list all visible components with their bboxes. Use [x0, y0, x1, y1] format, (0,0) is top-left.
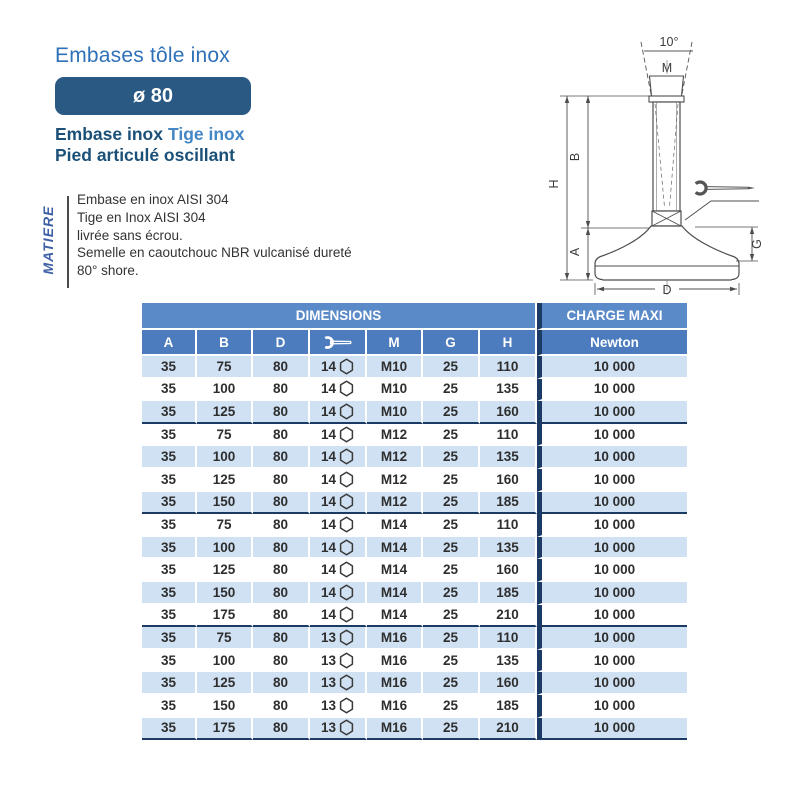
threaded-rod — [653, 102, 680, 211]
matiere-vertical-label: MATIERE — [40, 205, 56, 275]
table-cell: 10 000 — [537, 650, 687, 673]
table-row — [142, 582, 687, 605]
table-cell: 25 — [423, 401, 480, 424]
table-cell: 210 — [480, 718, 537, 741]
dim-label-d: D — [662, 283, 672, 297]
col-header-m: M — [367, 330, 423, 356]
cell-wrench-size: 13 — [310, 672, 367, 695]
table-cell: 80 — [253, 559, 310, 582]
table-cell: 80 — [253, 672, 310, 695]
table-cell: 10 000 — [537, 492, 687, 515]
table-cell: 35 — [142, 401, 197, 424]
oscillation-line-left — [641, 42, 651, 94]
table-cell: 80 — [253, 537, 310, 560]
dim-label-b: B — [568, 152, 582, 162]
table-row — [142, 672, 687, 695]
cell-wrench-size: 14 — [310, 424, 367, 447]
table-cell: M14 — [367, 605, 423, 628]
table-cell: 35 — [142, 582, 197, 605]
material-line: Tige en Inox AISI 304 — [77, 209, 206, 225]
table-row — [142, 492, 687, 515]
table-cell: 35 — [142, 718, 197, 741]
table-cell: 35 — [142, 537, 197, 560]
table-cell: 80 — [253, 401, 310, 424]
table-col-headers — [142, 330, 687, 356]
cell-wrench-size: 14 — [310, 605, 367, 628]
col-header-a: A — [142, 330, 197, 356]
material-description — [77, 191, 477, 280]
table-cell: 10 000 — [537, 559, 687, 582]
dim-label-a: A — [568, 247, 582, 257]
table-cell: 100 — [197, 379, 253, 402]
col-header-newton: Newton — [537, 330, 687, 356]
cell-wrench-size: 14 — [310, 446, 367, 469]
table-cell: 10 000 — [537, 469, 687, 492]
table-row — [142, 695, 687, 718]
table-cell: 110 — [480, 627, 537, 650]
table-cell: 80 — [253, 469, 310, 492]
table-cell: 160 — [480, 469, 537, 492]
table-cell: M14 — [367, 582, 423, 605]
table-row — [142, 401, 687, 424]
table-cell: 80 — [253, 718, 310, 741]
table-row — [142, 559, 687, 582]
table-cell: 80 — [253, 514, 310, 537]
table-cell: M16 — [367, 650, 423, 673]
cell-wrench-size: 14 — [310, 537, 367, 560]
table-body — [142, 356, 687, 740]
angle-label: 10° — [659, 35, 679, 49]
dim-label-h: H — [547, 179, 561, 189]
table-cell: 10 000 — [537, 446, 687, 469]
table-cell: 150 — [197, 492, 253, 515]
table-cell: 135 — [480, 650, 537, 673]
table-cell: M16 — [367, 695, 423, 718]
subtitle-accent: Tige inox — [167, 124, 245, 144]
table-cell: 75 — [197, 627, 253, 650]
table-cell: 35 — [142, 492, 197, 515]
table-cell: 80 — [253, 695, 310, 718]
table-cell: 10 000 — [537, 537, 687, 560]
table-cell: 35 — [142, 627, 197, 650]
table-cell: M10 — [367, 356, 423, 379]
table-cell: 35 — [142, 650, 197, 673]
table-cell: 80 — [253, 356, 310, 379]
table-cell: 35 — [142, 514, 197, 537]
material-line: livrée sans écrou. — [77, 227, 183, 243]
product-subtitle-line2: Pied articulé oscillant — [55, 145, 235, 165]
table-cell: 25 — [423, 514, 480, 537]
table-cell: M16 — [367, 718, 423, 741]
stud-collar — [649, 96, 684, 102]
table-cell: 135 — [480, 379, 537, 402]
cell-wrench-size: 13 — [310, 718, 367, 741]
product-subtitle — [55, 124, 244, 145]
oscillation-line-right — [682, 42, 692, 94]
table-cell: 25 — [423, 627, 480, 650]
table-cell: 35 — [142, 695, 197, 718]
wrench-icon — [310, 330, 367, 356]
dimensions-table — [142, 303, 687, 740]
table-cell: M10 — [367, 401, 423, 424]
table-cell: 125 — [197, 672, 253, 695]
table-cell: 35 — [142, 559, 197, 582]
table-row — [142, 537, 687, 560]
table-row — [142, 446, 687, 469]
table-cell: 10 000 — [537, 379, 687, 402]
table-cell: M16 — [367, 627, 423, 650]
table-row — [142, 379, 687, 402]
table-cell: 25 — [423, 537, 480, 560]
table-cell: 80 — [253, 650, 310, 673]
table-row — [142, 356, 687, 379]
stud-top — [650, 76, 684, 96]
table-cell: 175 — [197, 605, 253, 628]
diameter-badge — [55, 77, 251, 115]
table-cell: M16 — [367, 672, 423, 695]
table-cell: 150 — [197, 582, 253, 605]
table-cell: 10 000 — [537, 695, 687, 718]
table-cell: 185 — [480, 492, 537, 515]
table-row — [142, 605, 687, 628]
col-header-d: D — [253, 330, 310, 356]
diameter-badge-label: ø 80 — [132, 84, 174, 107]
table-row — [142, 469, 687, 492]
col-header-g: G — [423, 330, 480, 356]
table-row — [142, 627, 687, 650]
table-cell: 35 — [142, 356, 197, 379]
table-cell: 25 — [423, 672, 480, 695]
cell-wrench-size: 14 — [310, 492, 367, 515]
table-row — [142, 514, 687, 537]
table-cell: 10 000 — [537, 514, 687, 537]
table-cell: 100 — [197, 446, 253, 469]
table-cell: 110 — [480, 514, 537, 537]
base-body — [595, 226, 739, 280]
table-cell: 25 — [423, 356, 480, 379]
table-cell: 100 — [197, 537, 253, 560]
table-cell: 25 — [423, 379, 480, 402]
dimensions-group-header: DIMENSIONS — [142, 303, 537, 330]
table-cell: 160 — [480, 559, 537, 582]
cell-wrench-size: 14 — [310, 582, 367, 605]
cell-wrench-size: 13 — [310, 627, 367, 650]
material-line: Embase en inox AISI 304 — [77, 192, 229, 207]
table-cell: 25 — [423, 718, 480, 741]
table-cell: M10 — [367, 379, 423, 402]
table-cell: M12 — [367, 492, 423, 515]
table-cell: 25 — [423, 650, 480, 673]
table-cell: 35 — [142, 672, 197, 695]
subtitle-dark: Embase inox — [55, 124, 163, 144]
table-cell: 35 — [142, 379, 197, 402]
table-cell: 10 000 — [537, 718, 687, 741]
table-row — [142, 718, 687, 741]
table-cell: M12 — [367, 446, 423, 469]
table-cell: M12 — [367, 424, 423, 447]
table-cell: 80 — [253, 424, 310, 447]
table-cell: 25 — [423, 582, 480, 605]
table-row — [142, 650, 687, 673]
table-cell: 185 — [480, 582, 537, 605]
table-cell: 25 — [423, 492, 480, 515]
table-cell: 35 — [142, 605, 197, 628]
table-cell: 125 — [197, 401, 253, 424]
table-cell: 150 — [197, 695, 253, 718]
table-cell: 25 — [423, 605, 480, 628]
table-cell: 10 000 — [537, 672, 687, 695]
table-cell: 35 — [142, 446, 197, 469]
table-cell: 160 — [480, 672, 537, 695]
table-cell: 80 — [253, 446, 310, 469]
table-group-header-row — [142, 303, 687, 330]
matiere-divider — [67, 196, 69, 288]
table-cell: 25 — [423, 424, 480, 447]
table-cell: 125 — [197, 469, 253, 492]
table-cell: M14 — [367, 514, 423, 537]
table-cell: M14 — [367, 537, 423, 560]
table-cell: 80 — [253, 582, 310, 605]
cell-wrench-size: 13 — [310, 650, 367, 673]
table-cell: 80 — [253, 379, 310, 402]
technical-drawing — [545, 8, 765, 300]
table-cell: 80 — [253, 605, 310, 628]
charge-maxi-group-header: CHARGE MAXI — [537, 303, 687, 330]
cell-wrench-size: 13 — [310, 695, 367, 718]
col-header-h: H — [480, 330, 537, 356]
cell-wrench-size: 14 — [310, 514, 367, 537]
table-cell: 75 — [197, 424, 253, 447]
table-cell: 10 000 — [537, 356, 687, 379]
thread-label-m: M — [661, 61, 673, 75]
material-line: 80° shore. — [77, 263, 139, 279]
table-cell: 25 — [423, 559, 480, 582]
table-cell: 80 — [253, 492, 310, 515]
cell-wrench-size: 14 — [310, 356, 367, 379]
table-cell: 25 — [423, 469, 480, 492]
page-title: Embases tôle inox — [55, 44, 230, 67]
table-cell: 10 000 — [537, 582, 687, 605]
table-cell: 125 — [197, 559, 253, 582]
table-cell: 175 — [197, 718, 253, 741]
dim-label-g: G — [750, 239, 764, 249]
leader-line — [685, 201, 759, 220]
table-cell: 25 — [423, 695, 480, 718]
cell-wrench-size: 14 — [310, 379, 367, 402]
table-row — [142, 424, 687, 447]
table-cell: 35 — [142, 424, 197, 447]
table-cell: 210 — [480, 605, 537, 628]
table-cell: 135 — [480, 537, 537, 560]
cell-wrench-size: 14 — [310, 559, 367, 582]
table-cell: 10 000 — [537, 401, 687, 424]
table-cell: 75 — [197, 356, 253, 379]
table-cell: 80 — [253, 627, 310, 650]
table-cell: M12 — [367, 469, 423, 492]
table-cell: 110 — [480, 424, 537, 447]
table-cell: 185 — [480, 695, 537, 718]
table-cell: 10 000 — [537, 627, 687, 650]
col-header-b: B — [197, 330, 253, 356]
cell-wrench-size: 14 — [310, 469, 367, 492]
table-cell: 100 — [197, 650, 253, 673]
table-cell: 110 — [480, 356, 537, 379]
cell-wrench-size: 14 — [310, 401, 367, 424]
table-cell: 75 — [197, 514, 253, 537]
table-cell: M14 — [367, 559, 423, 582]
table-cell: 160 — [480, 401, 537, 424]
material-line: Semelle en caoutchouc NBR vulcanisé dureté — [77, 245, 352, 261]
wrench-icon — [696, 182, 755, 194]
table-cell: 35 — [142, 469, 197, 492]
table-cell: 135 — [480, 446, 537, 469]
table-cell: 25 — [423, 446, 480, 469]
table-cell: 10 000 — [537, 605, 687, 628]
table-cell: 10 000 — [537, 424, 687, 447]
